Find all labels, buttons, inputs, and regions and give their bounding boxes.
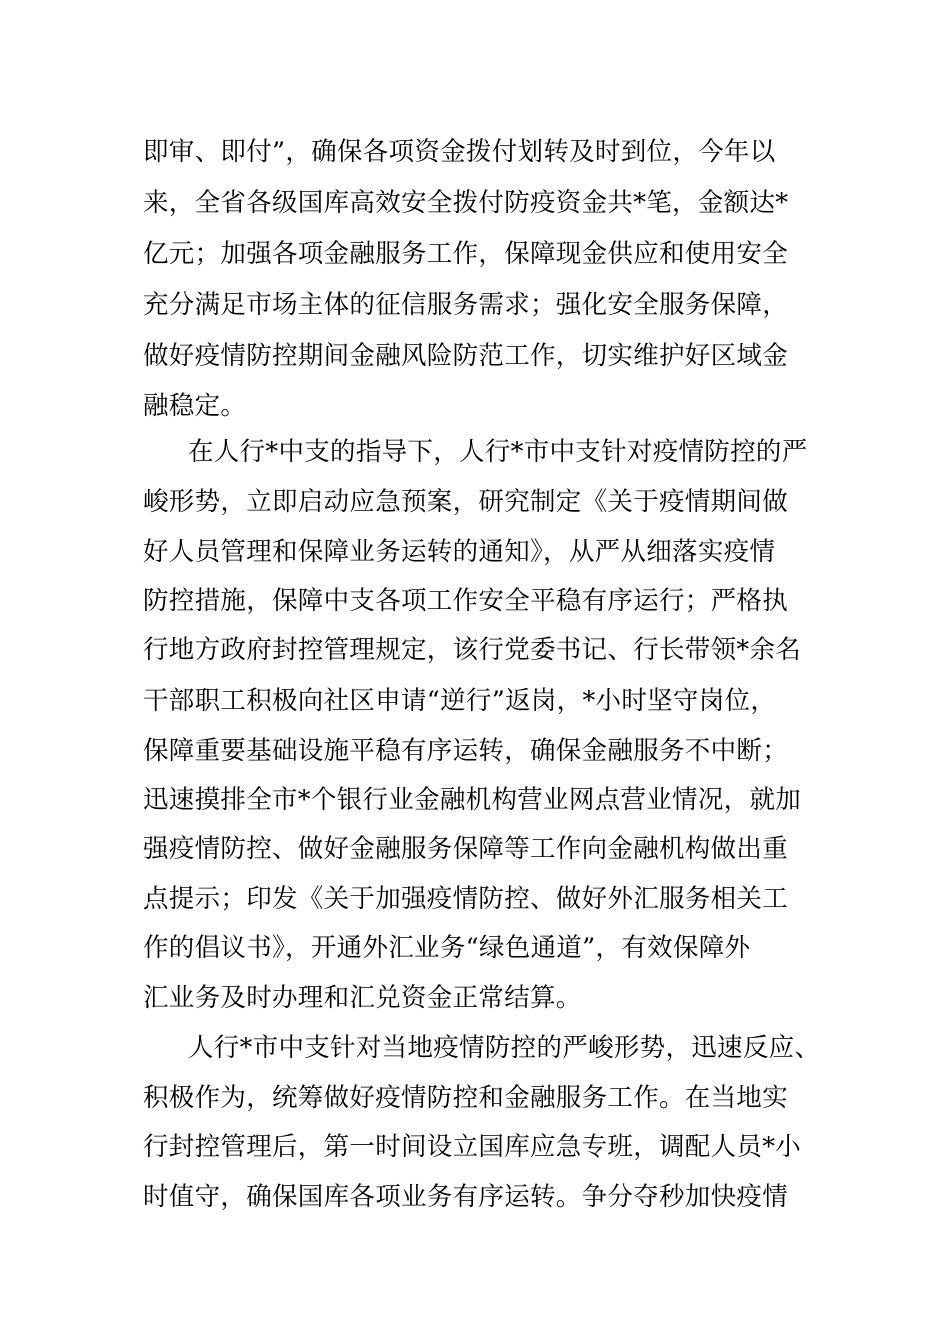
paragraph-1-line-4: 充分满足市场主体的征信服务需求；强化安全服务保障， — [143, 290, 789, 320]
paragraph-1-line-2: 来，全省各级国库高效安全拨付防疫资金共*笔，金额达* — [143, 188, 789, 218]
paragraph-3-line-1: 人行*市中支针对当地疫情防控的严峻形势，迅速反应、 — [188, 1033, 821, 1063]
paragraph-3-line-2: 积极作为，统筹做好疫情防控和金融服务工作。在当地实 — [143, 1083, 789, 1113]
paragraph-2-line-4: 防控措施，保障中支各项工作安全平稳有序运行；严格执 — [143, 586, 789, 616]
paragraph-2-line-6: 干部职工积极向社区申请“逆行”返岗，*小时坚守岗位， — [143, 686, 777, 716]
paragraph-1-line-5: 做好疫情防控期间金融风险防范工作，切实维护好区域金 — [143, 341, 789, 371]
paragraph-2-line-5: 行地方政府封控管理规定，该行党委书记、行长带领*余名 — [143, 635, 802, 665]
paragraph-2-line-2: 峻形势，立即启动应急预案，研究制定《关于疫情期间做 — [143, 487, 789, 517]
paragraph-2-line-3: 好人员管理和保障业务运转的通知》，从严从细落实疫情 — [143, 537, 776, 567]
paragraph-1-line-3: 亿元；加强各项金融服务工作，保障现金供应和使用安全 — [143, 239, 789, 269]
paragraph-2-line-7: 保障重要基础设施平稳有序运转，确保金融服务不中断； — [143, 736, 789, 766]
paragraph-2-line-12: 汇业务及时办理和汇兑资金正常结算。 — [143, 983, 582, 1013]
paragraph-2-line-9: 强疫情防控、做好金融服务保障等工作向金融机构做出重 — [143, 834, 789, 864]
paragraph-3-line-4: 时值守，确保国库各项业务有序运转。争分夺秒加快疫情 — [143, 1182, 789, 1212]
paragraph-2-line-8: 迅速摸排全市*个银行业金融机构营业网点营业情况，就加 — [143, 785, 802, 815]
paragraph-1-line-6: 融稳定。 — [143, 391, 247, 421]
paragraph-2-line-10: 点提示；印发《关于加强疫情防控、做好外汇服务相关工 — [143, 884, 789, 914]
paragraph-2-line-1: 在人行*中支的指导下，人行*市中支针对疫情防控的严 — [188, 437, 808, 467]
paragraph-1-line-1: 即审、即付”，确保各项资金拨付划转及时到位，今年以 — [143, 137, 776, 167]
paragraph-2-line-11: 作的倡议书》，开通外汇业务“绿色通道”，有效保障外 — [143, 933, 751, 963]
paragraph-3-line-3: 行封控管理后，第一时间设立国库应急专班，调配人员*小 — [143, 1132, 802, 1162]
